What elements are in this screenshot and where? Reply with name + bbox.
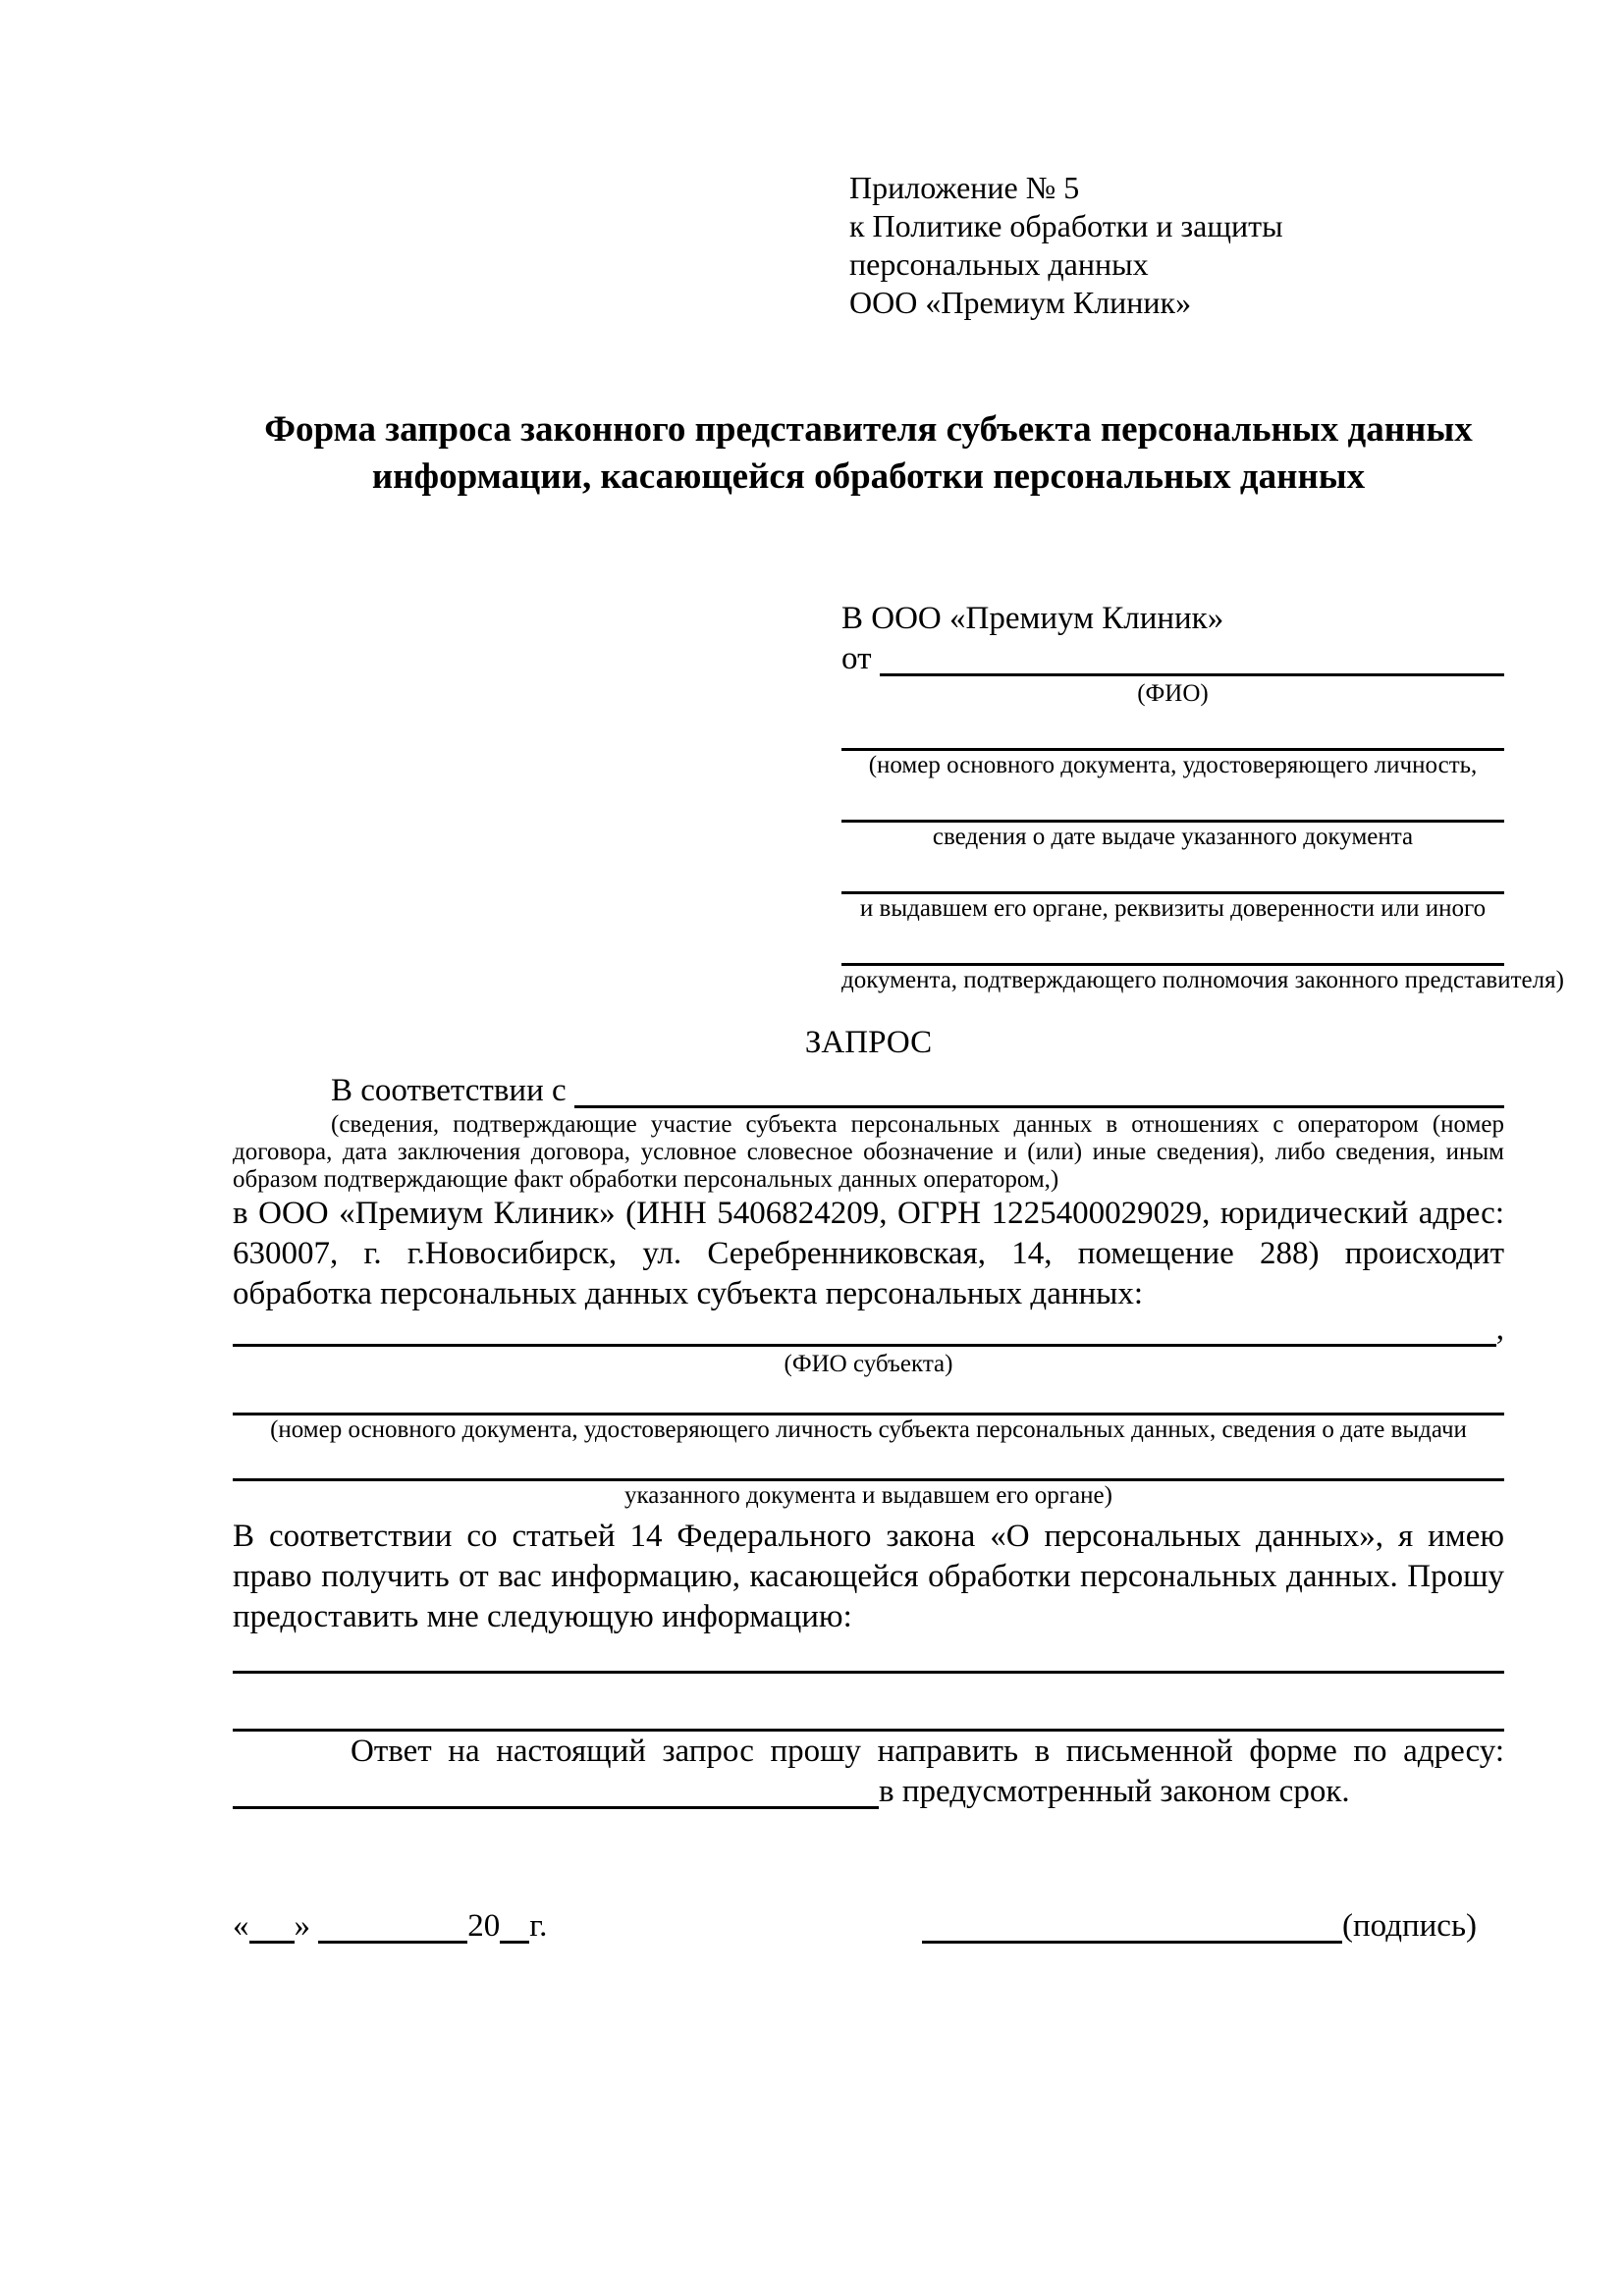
blank-line-power-of-attorney [841,924,1504,966]
from-label: от [841,641,880,676]
from-row [841,639,1504,679]
information-blank-line-1 [233,1637,1504,1674]
date-month-blank [318,1911,467,1944]
caption-issue-date: сведения о дате выдаче указанного документа [932,824,1414,850]
date-year-blank [500,1911,529,1944]
caption-issuing-authority: и выдавшем его органе, реквизиты доверенности или иного [859,895,1487,922]
request-heading: ЗАПРОС [804,1025,933,1060]
date-close-quote: » [294,1908,319,1944]
law-paragraph: В соответствии со статьей 14 Федерального закона «О персональных данных», я имею право получить от вас информацию, касающейся обработки персональных данных. Прошу предоставить мне следующую информацию: [233,1519,1504,1634]
signature-blank-line [922,1911,1342,1944]
organization-name: ООО «Премиум Клиник» [849,285,1192,320]
addressee-block [841,599,1564,995]
intro-prefix: В соответствии с [331,1073,574,1108]
reply-address-row [233,1772,1504,1812]
caption-power-of-attorney: документа, подтверждающего полномочия законного представителя) [841,967,1564,993]
appendix-reference-block [849,169,1504,322]
intro-row [233,1071,1504,1111]
information-blank-line-2 [233,1674,1504,1732]
caption-document-number: (номер основного документа, удостоверяющего личность, [868,752,1478,778]
subject-doc-caption-2: указанного документа и выдавшем его органе) [624,1482,1112,1509]
intro-caption: (сведения, подтверждающие участие субъекта персональных данных в отношениях с оператором (номер договора, дата заключения договора, условное словесное обозначение и (или) иные сведения), либо сведения, иным образом подтверждающие факт обработки персональных данных оператором,) [233,1111,1504,1193]
subject-doc-blank-line-2 [233,1445,1504,1481]
appendix-number: Приложение № 5 [849,170,1080,205]
subject-line-suffix: , [1495,1311,1504,1347]
footer-row [233,1906,1504,1947]
blank-line-document-number [841,709,1504,751]
reply-paragraph: Ответ на настоящий запрос прошу направить в письменной форме по адресу: [351,1734,1504,1769]
signature-field [922,1906,1477,1947]
blank-line-issue-date [841,780,1504,823]
reply-suffix: в предусмотренный законом срок. [879,1774,1350,1809]
subject-doc-caption-1: (номер основного документа, удостоверяющего личность субъекта персональных данных, сведения о дате выдачи [270,1416,1467,1443]
date-year-suffix: г. [529,1908,548,1944]
blank-line-issuing-authority [841,852,1504,894]
subject-doc-blank-line-1 [233,1379,1504,1415]
date-field [233,1906,547,1947]
subject-fio-caption: (ФИО субъекта) [784,1351,953,1377]
from-blank-line [880,633,1504,676]
date-day-blank [249,1911,295,1944]
reply-address-blank-line [233,1766,879,1809]
subject-fio-blank-line [233,1308,1496,1347]
date-year-prefix: 20 [467,1908,501,1944]
fio-caption: (ФИО) [1137,680,1209,707]
policy-reference-line-1: к Политике обработки и защиты [849,208,1283,243]
intro-blank-line [574,1065,1504,1108]
signature-caption: (подпись) [1342,1908,1477,1944]
date-open-quote: « [233,1908,249,1944]
operator-paragraph: в ООО «Премиум Клиник» (ИНН 5406824209, ОГРН 1225400029029, юридический адрес: 630007, г. г.Новосибирск, ул. Серебренниковская, 14, помещение 288) происходит обработка персональных данных субъекта персональных данных: [233,1196,1504,1311]
document-title: Форма запроса законного представителя субъекта персональных данных информации, касающейся обработки персональных данных [264,409,1473,497]
policy-reference-line-2: персональных данных [849,246,1149,282]
addressee-organization: В ООО «Премиум Клиник» [841,601,1224,636]
subject-fio-row [233,1311,1504,1350]
